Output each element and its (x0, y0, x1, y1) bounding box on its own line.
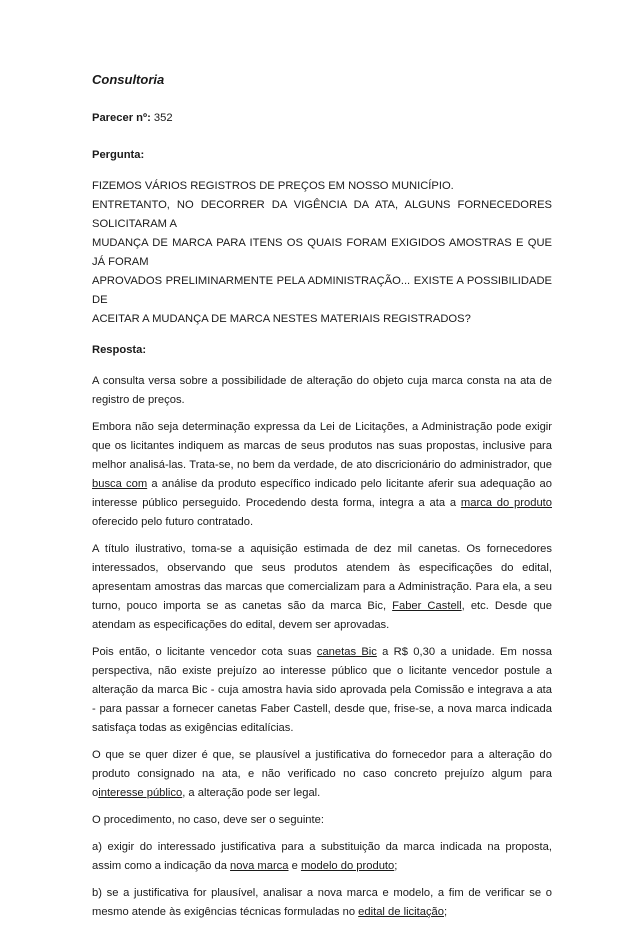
pergunta-label: Pergunta: (92, 149, 145, 161)
paragraph-text: , etc. Desde que atendam as especificações do edital, devem ser aprovadas. (92, 600, 552, 631)
paragraph-text: , a alteração pode ser legal. (182, 787, 321, 799)
answer-paragraph-8 (92, 884, 552, 922)
interesse-publico-link[interactable]: interesse público (98, 787, 183, 799)
canetas-bic-link[interactable]: canetas Bic (316, 646, 377, 658)
answer-paragraph-4 (92, 643, 552, 738)
resposta-label: Resposta: (92, 344, 147, 356)
pergunta-line: MUDANÇA DE MARCA PARA ITENS OS QUAIS FORAM EXIGIDOS AMOSTRAS E QUE JÁ FORAM (92, 237, 552, 268)
answer-paragraph-5 (92, 746, 552, 803)
pergunta-line: FIZEMOS VÁRIOS REGISTROS DE PREÇOS EM NOSSO MUNICÍPIO. (92, 180, 454, 192)
paragraph-text: a) exigir do interessado justificativa para a substituição da marca indicada na proposta, assim como a indicação da (92, 841, 552, 872)
paragraph-text: Embora não seja determinação expressa da Lei de Licitações, a Administração pode exigir que os licitantes indiquem as marcas de seus produtos nas suas propostas, inclusive para melhor analisá-las. Trata-se, no bem da verdade, de ato discricionário do administrador, que (92, 421, 552, 471)
paragraph-text: b) se a justificativa for plausível, analisar a nova marca e modelo, a fim de verificar se o mesmo atende às exigências técnicas formuladas no (92, 887, 552, 918)
document-title: Consultoria (92, 72, 165, 87)
pergunta-text (92, 177, 552, 329)
pergunta-line: ENTRETANTO, NO DECORRER DA VIGÊNCIA DA ATA, ALGUNS FORNECEDORES SOLICITARAM A (92, 199, 552, 230)
nova-marca-link[interactable]: nova marca (230, 860, 289, 872)
answer-paragraph-1: A consulta versa sobre a possibilidade de alteração do objeto cuja marca consta na ata de registro de preços. (92, 375, 552, 406)
edital-de-licitacao-link[interactable]: edital de licitação (358, 906, 444, 918)
answer-paragraph-6: O procedimento, no caso, deve ser o seguinte: (92, 814, 324, 826)
parecer-line (92, 109, 552, 128)
paragraph-text: a R$ 0,30 a unidade. Em nossa perspectiva, não existe prejuízo ao interesse público que o licitante vencedor postule a alteração da marca Bic - cuja amostra havia sido aprovada pela Comissão e integrava a ata - para passar a fornecer canetas Faber Castell, desde que, frise-se, a nova marca indicada satisfaça todas as exigências editalícias. (92, 646, 552, 734)
document-page (92, 70, 552, 930)
paragraph-text: oferecido pelo futuro contratado. (92, 516, 254, 528)
answer-paragraph-2 (92, 418, 552, 532)
answer-paragraph-3 (92, 540, 552, 635)
paragraph-text: O que se quer dizer é que, se plausível a justificativa do fornecedor para a alteração do produto consignado na ata, e não verificado no caso concreto prejuízo algum para o (92, 749, 552, 799)
pergunta-line: ACEITAR A MUDANÇA DE MARCA NESTES MATERIAIS REGISTRADOS? (92, 313, 471, 325)
answer-paragraph-7 (92, 838, 552, 876)
paragraph-text: ; (394, 860, 398, 872)
busca-com-link[interactable]: busca com (92, 478, 148, 490)
marca-do-produto-link[interactable]: marca do produto (460, 497, 552, 509)
paragraph-text: e (288, 860, 301, 872)
paragraph-text: a análise da produto específico indicado pelo licitante aferir sua adequação ao interesse público perseguido. Procedendo desta forma, integra a ata a (92, 478, 552, 509)
parecer-label: Parecer nº: (92, 112, 151, 124)
paragraph-text: ; (444, 906, 448, 918)
paragraph-text: A título ilustrativo, toma-se a aquisição estimada de dez mil canetas. Os fornecedores interessados, observando que seus produtos atendem às especificações do edital, apresentam amostras das marcas que comercializam para a Administração. Para ela, a seu turno, pouco importa se as canetas são da marca Bic, (92, 543, 552, 612)
paragraph-text: Pois então, o licitante vencedor cota suas (92, 646, 317, 658)
faber-castell-link[interactable]: Faber Castell (392, 600, 462, 612)
pergunta-line: APROVADOS PRELIMINARMENTE PELA ADMINISTRAÇÃO... EXISTE A POSSIBILIDADE DE (92, 275, 552, 306)
parecer-number: 352 (153, 112, 173, 124)
modelo-do-produto-link[interactable]: modelo do produto (300, 860, 395, 872)
